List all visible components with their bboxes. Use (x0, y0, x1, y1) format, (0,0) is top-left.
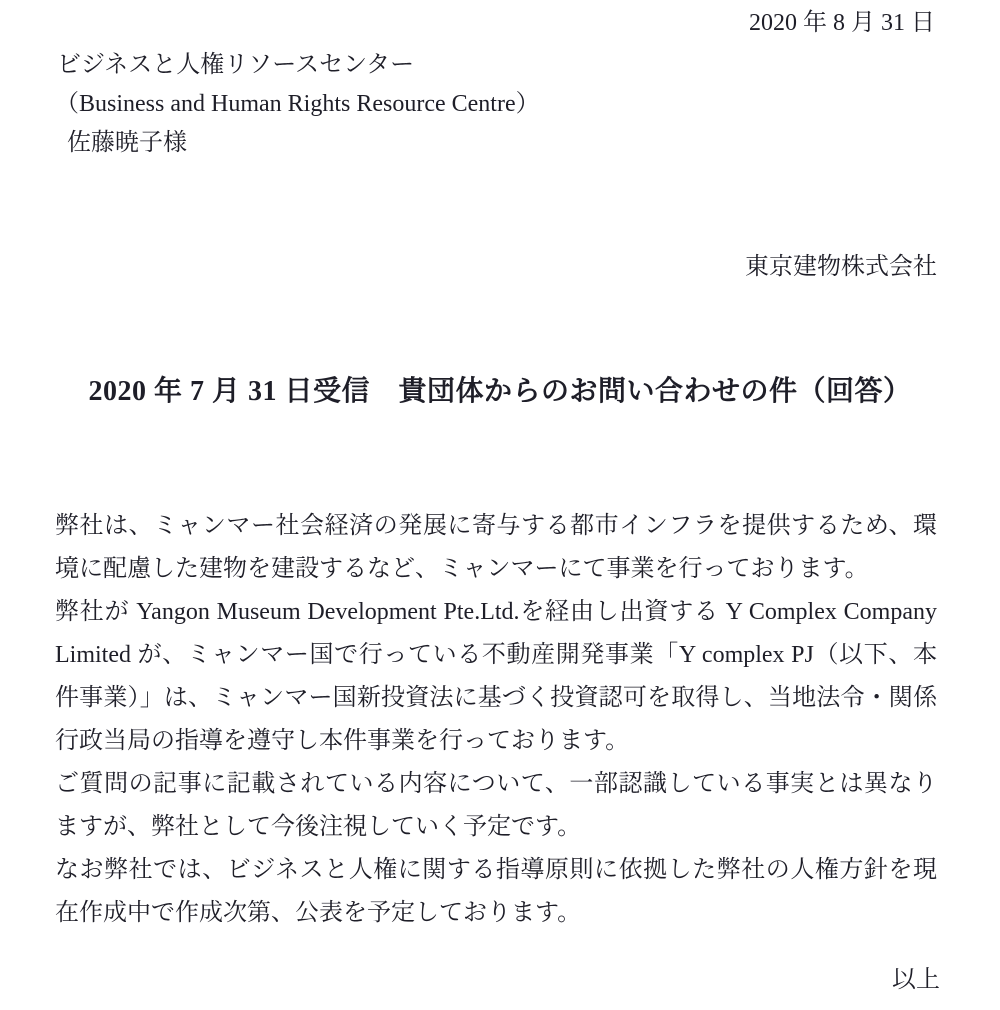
recipient-organization-ja: ビジネスと人権リソースセンター (57, 52, 415, 78)
letter-subject-title: 2020 年 7 月 31 日受信 貴団体からのお問い合わせの件（回答） (88, 376, 912, 407)
letter-body (55, 505, 937, 935)
letter-closing: 以上 (892, 967, 940, 993)
recipient-organization-en: （Business and Human Rights Resource Centre） (55, 91, 540, 117)
recipient-person-name: 佐藤暁子様 (67, 130, 187, 156)
body-paragraph-4: なお弊社では、ビジネスと人権に関する指導原則に依拠した弊社の人権方針を現在作成中で作成次第、公表を予定しております。 (55, 857, 937, 926)
body-paragraph-1: 弊社は、ミャンマー社会経済の発展に寄与する都市インフラを提供するため、環境に配慮した建物を建設するなど、ミャンマーにて事業を行っております。 (55, 513, 937, 582)
letter-date: 2020 年 8 月 31 日 (749, 10, 935, 36)
recipient-block (55, 46, 540, 163)
sender-company-name: 東京建物株式会社 (745, 254, 937, 280)
body-paragraph-2: 弊社が Yangon Museum Development Pte.Ltd.を経由し出資する Y Complex Company Limited が、ミャンマー国で行っている不動産開発事業「Y complex PJ（以下、本件事業）」は、ミャンマー国新投資法に基づく投資認可を取得し、当地法令・関係行政当局の指導を遵守し本件事業を行っております。 (55, 599, 937, 754)
body-paragraph-3: ご質問の記事に記載されている内容について、一部認識している事実とは異なりますが、弊社として今後注視していく予定です。 (55, 771, 937, 840)
